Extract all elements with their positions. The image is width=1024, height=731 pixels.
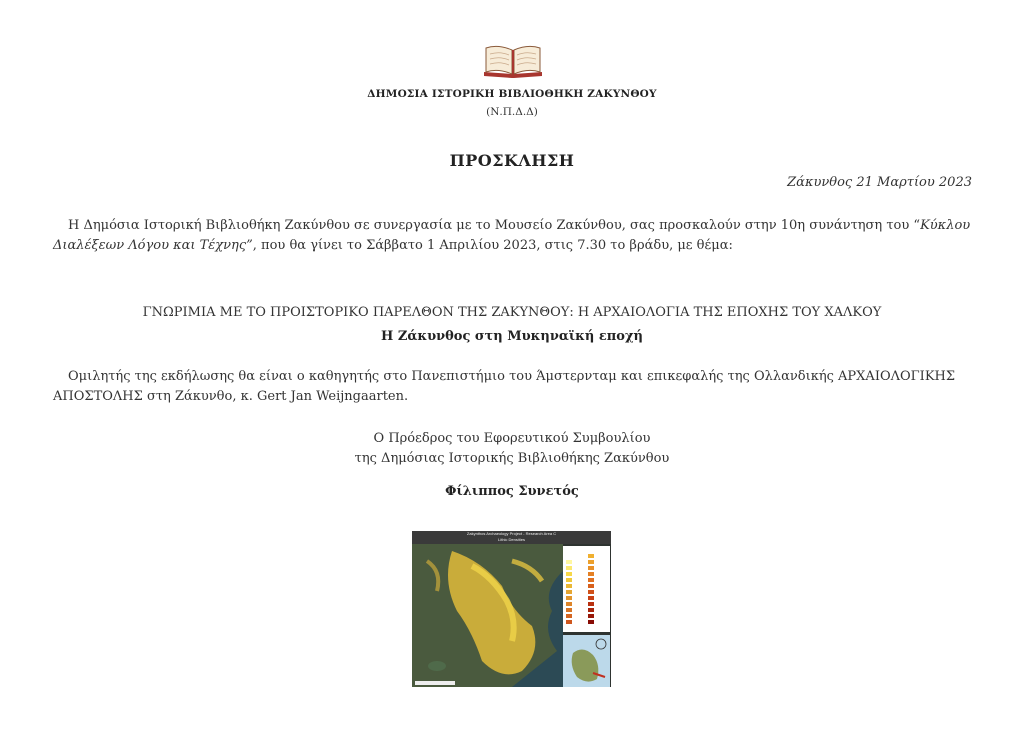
- document-date: Ζάκυνθος 21 Μαρτίου 2023: [787, 175, 972, 190]
- map-inset: [563, 635, 610, 687]
- signature-role-line2: της Δημόσιας Ιστορικής Βιβλιοθήκης Ζακύνθου: [354, 451, 670, 466]
- intro-paragraph: [53, 216, 973, 256]
- signature-role-line1: Ο Πρόεδρος του Εφορευτικού Συμβουλίου: [373, 431, 651, 446]
- signature-role: [0, 429, 1024, 469]
- signature-name: Φίλιππος Συνετός: [445, 484, 579, 499]
- speaker-text: Ομιλητής της εκδήλωσης θα είναι ο καθηγητής στο Πανεπιστήμιο του Άμστερνταμ και επικεφαλής της Ολλανδικής ΑΡΧΑΙΟΛΟΓΙΚΗΣ ΑΠΟΣΤΟΛΗΣ στη Ζάκυνθο, κ. Gert Jan Weijngaarten.: [53, 369, 956, 404]
- map-title-line1: Zakynthos Archaeology Project - Research Area C: [466, 531, 557, 536]
- north-arrow-icon: [596, 639, 606, 649]
- open-book-icon: [482, 42, 544, 80]
- speaker-paragraph: [53, 367, 973, 407]
- topic-subtitle: Η Ζάκυνθος στη Μυκηναϊκή εποχή: [381, 329, 643, 344]
- intro-text-part2: , που θα γίνει το Σάββατο 1 Απριλίου 2023, στις 7.30 το βράδυ, με θέμα:: [252, 238, 733, 253]
- topic-title: ΓΝΩΡΙΜΙΑ ΜΕ ΤΟ ΠΡΟΙΣΤΟΡΙΚΟ ΠΑΡΕΛΘΟΝ ΤΗΣ ΖΑΚΥΝΘΟΥ: Η ΑΡΧΑΙΟΛΟΓΙΑ ΤΗΣ ΕΠΟΧΗΣ ΤΟΥ ΧΑΛΚΟΥ: [142, 305, 882, 320]
- library-name: ΔΗΜΟΣΙΑ ΙΣΤΟΡΙΚΗ ΒΙΒΛΙΟΘΗΚΗ ΖΑΚΥΝΘΟΥ: [367, 88, 657, 100]
- archaeology-map-image: [412, 531, 611, 687]
- lecture-series-name: Κύκλου Διαλέξεων Λόγου και Τέχνης”: [53, 218, 971, 253]
- map-title-line2: Lithic Densities: [498, 537, 525, 542]
- library-subtitle: (Ν.Π.Δ.Δ): [486, 106, 538, 118]
- map-legend: [563, 546, 610, 632]
- document-title: ΠΡΟΣΚΛΗΣΗ: [449, 151, 575, 170]
- intro-text-part1: Η Δημόσια Ιστορική Βιβλιοθήκη Ζακύνθου σε συνεργασία με το Μουσείο Ζακύνθου, σας προσκαλούν στην 10η συνάντηση του “: [68, 218, 921, 233]
